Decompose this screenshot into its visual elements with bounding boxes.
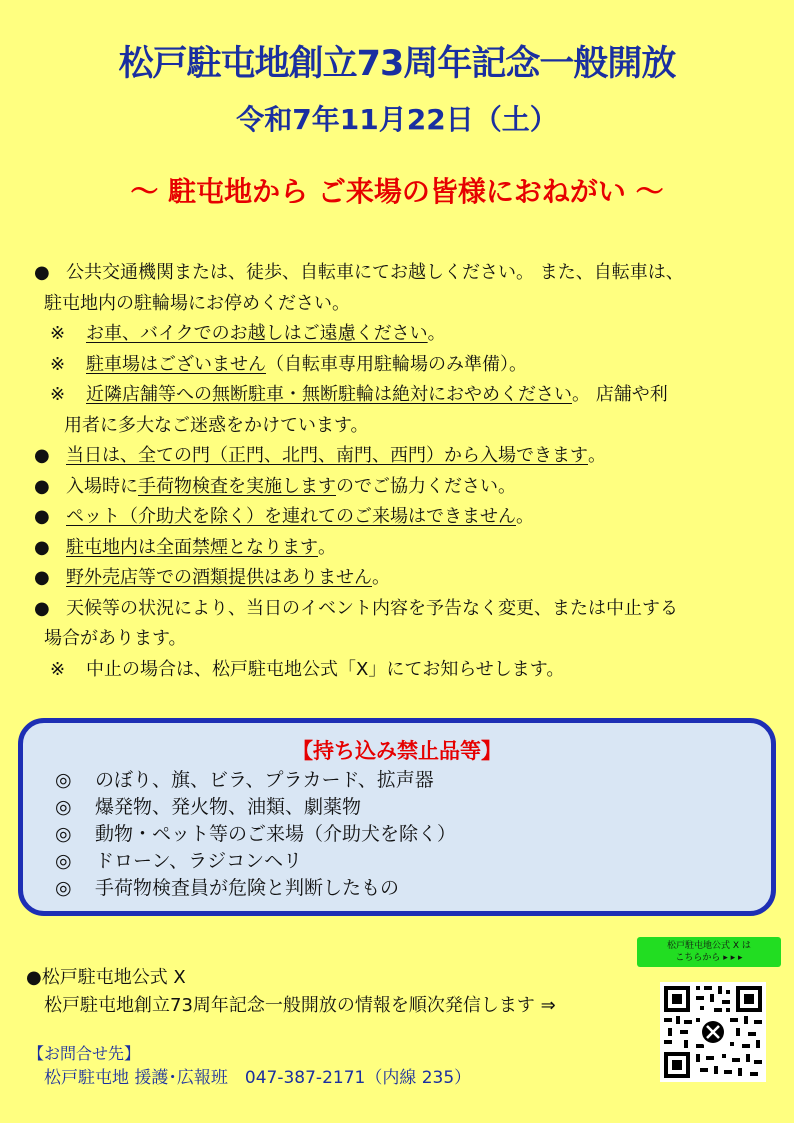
- official-x-heading: ●松戸駐屯地公式 X: [26, 967, 186, 988]
- notice-subitem-parking: ※ 駐車場はございません （自転車専用駐輪場のみ準備）。: [34, 350, 769, 381]
- notice-subitem-cancel: ※ 中止の場合は、松戸駐屯地公式「X」にてお知らせします。: [34, 655, 769, 686]
- double-circle-icon: ◎: [55, 796, 72, 818]
- list-item: ◎ 手荷物検査員が危険と判断したもの: [55, 875, 456, 902]
- official-x-description: 松戸駐屯地創立73周年記念一般開放の情報を順次発信します ⇒: [44, 995, 556, 1016]
- notice-item-gates: ● 当日は、全ての門（正門、北門、南門、西門）から入場できます 。: [34, 441, 769, 472]
- bullet-icon: ●: [34, 262, 50, 283]
- list-item: ◎ 爆発物、発火物、油類、劇薬物: [55, 794, 456, 821]
- contact-heading: 【お問合せ先】: [28, 1044, 141, 1063]
- notice-item-transport-cont: 駐屯地内の駐輪場にお停めください。: [44, 292, 350, 314]
- notice-item-alcohol: ● 野外売店等での酒類提供はありません 。: [34, 563, 769, 594]
- kome-icon: ※: [50, 353, 66, 375]
- list-item: ◎ 動物・ペット等のご来場（介助犬を除く）: [55, 821, 456, 848]
- notice-item-transport: ● 公共交通機関または、徒歩、自転車にてお越しください。 また、自転車は、: [34, 258, 769, 289]
- list-item: ◎ のぼり、旗、ビラ、プラカード、拡声器: [55, 767, 456, 794]
- list-item: ◎ ドローン、ラジコンヘリ: [55, 848, 456, 875]
- kome-icon: ※: [50, 323, 66, 344]
- notice-item-smoking: ● 駐屯地内は全面禁煙となります 。: [34, 533, 769, 564]
- bullet-icon: ●: [34, 597, 50, 619]
- event-date: 令和7年11月22日（土）: [236, 103, 558, 136]
- notice-subitem-neighbor: ※ 近隣店舗等への無断駐車・無断駐輪は絶対におやめください 。 店舗や利: [34, 380, 769, 411]
- prohibited-items-list: [55, 767, 456, 902]
- bullet-icon: ●: [34, 567, 50, 588]
- kome-icon: ※: [50, 384, 66, 405]
- notice-item-weather-cont: 場合があります。: [44, 628, 187, 649]
- notice-list: [34, 258, 769, 685]
- page-title: 松戸駐屯地創立73周年記念一般開放: [118, 44, 676, 84]
- bullet-icon: ●: [34, 475, 50, 497]
- bullet-icon: ●: [34, 536, 50, 558]
- bullet-icon: ●: [34, 445, 50, 466]
- kome-icon: ※: [50, 658, 66, 680]
- qr-code-icon[interactable]: [660, 982, 766, 1082]
- double-circle-icon: ◎: [55, 769, 72, 791]
- notice-item-weather: ● 天候等の状況により、当日のイベント内容を予告なく変更、または中止する: [34, 594, 769, 625]
- notice-subitem-car: ※ お車、バイクでのお越しはご遠慮ください 。: [34, 319, 769, 350]
- page-subtitle: ～ 駐屯地から ご来場の皆様におねがい ～: [130, 175, 664, 208]
- notice-subitem-neighbor-cont: 用者に多大なご迷惑をかけています。: [64, 414, 369, 436]
- notice-item-baggage: ● 入場時に 手荷物検査を実施します のでご協力ください。: [34, 472, 769, 503]
- prohibited-items-title: 【持ち込み禁止品等】: [292, 739, 502, 763]
- qr-code-graphic: [660, 982, 766, 1082]
- double-circle-icon: ◎: [55, 850, 72, 872]
- prohibited-items-box: [18, 718, 776, 916]
- official-x-badge[interactable]: 松戸駐屯地公式 X は こちらから ▸ ▸ ▸: [637, 937, 781, 967]
- notice-item-pets: ● ペット（介助犬を除く）を連れてのご来場はできません 。: [34, 502, 769, 533]
- contact-phone: 松戸駐屯地 援護･広報班 047-387-2171（内線 235）: [44, 1068, 472, 1088]
- bullet-icon: ●: [34, 506, 50, 527]
- double-circle-icon: ◎: [55, 823, 72, 845]
- double-circle-icon: ◎: [55, 877, 72, 899]
